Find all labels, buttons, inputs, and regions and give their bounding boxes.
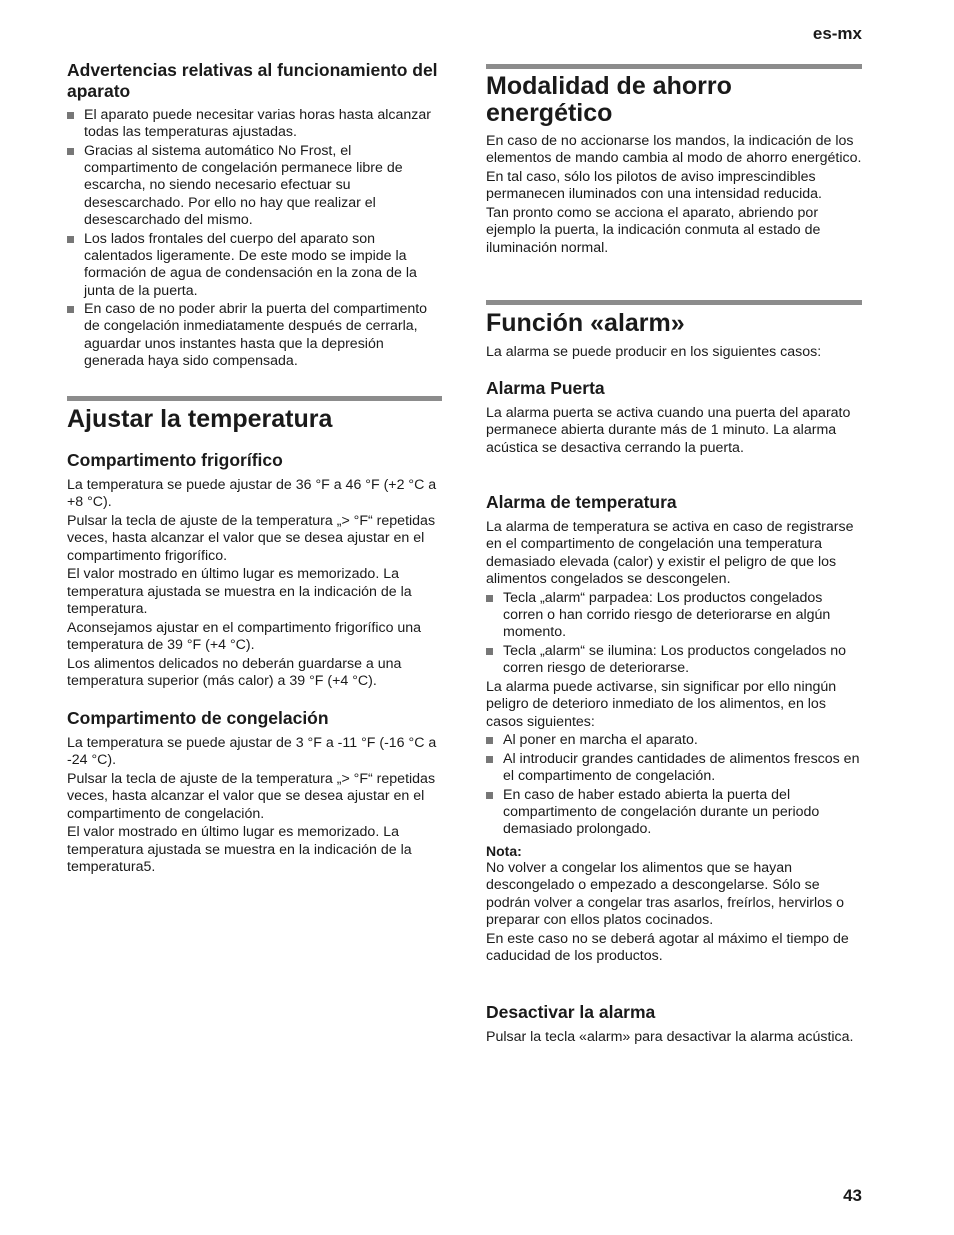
section-divider	[67, 396, 442, 401]
section-title-alarma: Función «alarm»	[486, 309, 685, 337]
warnings-list	[67, 107, 442, 372]
list-item: Tecla „alarm“ parpadea: Los productos congelados corren o han corrido riesgo de deteriorarse en algún momento.	[486, 590, 862, 642]
paragraph: Pulsar la tecla de ajuste de la temperatura „> °F“ repetidas veces, hasta alcanzar el valor que se desea ajustar en el compartimento de congelación.	[67, 771, 436, 822]
ahorro-text	[486, 133, 862, 257]
paragraph: En tal caso, sólo los pilotos de aviso imprescindibles permanecen iluminados con una intensidad reducida.	[486, 169, 822, 203]
paragraph: Aconsejamos ajustar en el compartimento frigorífico una temperatura de 39 °F (+4 °C).	[67, 619, 422, 654]
alarm-key-list	[486, 590, 862, 678]
paragraph: Pulsar la tecla de ajuste de la temperatura „> °F“ repetidas veces, hasta alcanzar el valor que se desea ajustar en el compartimento frigorífico.	[67, 513, 436, 564]
desactivar-text: Pulsar la tecla «alarm» para desactivar la alarma acústica.	[486, 1029, 854, 1045]
section-title-ajustar: Ajustar la temperatura	[67, 405, 333, 433]
warnings-heading: Advertencias relativas al funcionamiento del aparato	[67, 60, 438, 101]
square-bullet-icon	[486, 792, 493, 799]
paragraph: La alarma de temperatura se activa en caso de registrarse en el compartimento de congelación una temperatura demasiado elevada (calor) y existir el peligro de que los alimentos congelados se descongelen.	[486, 519, 854, 587]
square-bullet-icon	[486, 648, 493, 655]
paragraph: En este caso no se deberá agotar al máximo el tiempo de caducidad de los productos.	[486, 930, 849, 965]
paragraph: El valor mostrado en último lugar es memorizado. La temperatura ajustada se muestra en la indicación de la temperatura.	[67, 566, 412, 618]
paragraph: Tan pronto como se acciona el aparato, abriendo por ejemplo la puerta, la indicación conmuta al estado de iluminación normal.	[486, 205, 821, 256]
list-item: En caso de haber estado abierta la puerta del compartimento de congelación durante un periodo demasiado prolongado.	[486, 787, 862, 839]
alarma-puerta-text: La alarma puerta se activa cuando una puerta del aparato permanece abierta durante más de 1 minuto. La alarma acústica se desactiva cerrando la puerta.	[486, 405, 851, 456]
list-item: En caso de no poder abrir la puerta del compartimento de congelación inmediatamente después de cerrarla, aguardar unos instantes hasta que la depresión generada haya sido compensada.	[67, 301, 442, 370]
square-bullet-icon	[486, 756, 493, 763]
list-item: Los lados frontales del cuerpo del aparato son calentados ligeramente. De este modo se impide la formación de agua de condensación en la zona de la junta de la puerta.	[67, 231, 442, 300]
square-bullet-icon	[67, 306, 74, 313]
subheading-alarma-puerta: Alarma Puerta	[486, 378, 605, 398]
paragraph: La temperatura se puede ajustar de 36 °F a 46 °F (+2 °C a +8 °C).	[67, 477, 437, 511]
paragraph: La temperatura se puede ajustar de 3 °F a -11 °F (-16 °C a -24 °C).	[67, 735, 437, 769]
congelacion-text	[67, 735, 442, 876]
section-divider	[486, 300, 862, 305]
alarma-temperatura-body	[486, 519, 862, 965]
language-code: es-mx	[812, 24, 862, 43]
paragraph: No volver a congelar los alimentos que se hayan descongelado o empezado a descongelarse. Sólo se podrán volver a congelar tras asarlos, freírlos, hervirlos o preparar con ellos platos cocinados.	[486, 860, 844, 928]
paragraph: Los alimentos delicados no deberán guardarse a una temperatura superior (más calor) a 39 °F (+4 °C).	[67, 655, 402, 690]
page-number: 43	[843, 1186, 862, 1205]
section-title-ahorro: Modalidad de ahorro energético	[486, 72, 732, 127]
paragraph: En caso de no accionarse los mandos, la indicación de los elementos de mando cambia al modo de ahorro energético.	[486, 133, 862, 167]
subheading-desactivar: Desactivar la alarma	[486, 1002, 656, 1022]
paragraph: El valor mostrado en último lugar es memorizado. La temperatura ajustada se muestra en la indicación de la temperatura5.	[67, 824, 412, 876]
square-bullet-icon	[67, 236, 74, 243]
subheading-alarma-temperatura: Alarma de temperatura	[486, 492, 677, 512]
subheading-frigorifico: Compartimento frigorífico	[67, 450, 283, 470]
list-item: Al poner en marcha el aparato.	[486, 732, 862, 749]
square-bullet-icon	[67, 112, 74, 119]
alarm-cases-list	[486, 732, 862, 838]
paragraph: La alarma puede activarse, sin significar por ello ningún peligro de deterioro inmediato de los alimentos, en los casos siguientes:	[486, 678, 837, 730]
square-bullet-icon	[67, 148, 74, 155]
section-divider	[486, 64, 862, 69]
alarma-intro: La alarma se puede producir en los siguientes casos:	[486, 344, 822, 360]
square-bullet-icon	[486, 595, 493, 602]
list-item: Tecla „alarm“ se ilumina: Los productos congelados no corren riesgo de deteriorarse.	[486, 643, 862, 678]
subheading-congelacion: Compartimento de congelación	[67, 708, 329, 728]
list-item: El aparato puede necesitar varias horas hasta alcanzar todas las temperaturas ajustadas.	[67, 107, 442, 142]
list-item: Al introducir grandes cantidades de alimentos frescos en el compartimento de congelación.	[486, 751, 862, 786]
frigorifico-text	[67, 477, 442, 691]
nota-label: Nota:	[486, 842, 522, 859]
list-item: Gracias al sistema automático No Frost, el compartimento de congelación permanece libre de escarcha, no siendo necesario efectuar su desescarchado. Por ello no hay que realizar el desescarchado del mismo.	[67, 143, 442, 229]
square-bullet-icon	[486, 737, 493, 744]
